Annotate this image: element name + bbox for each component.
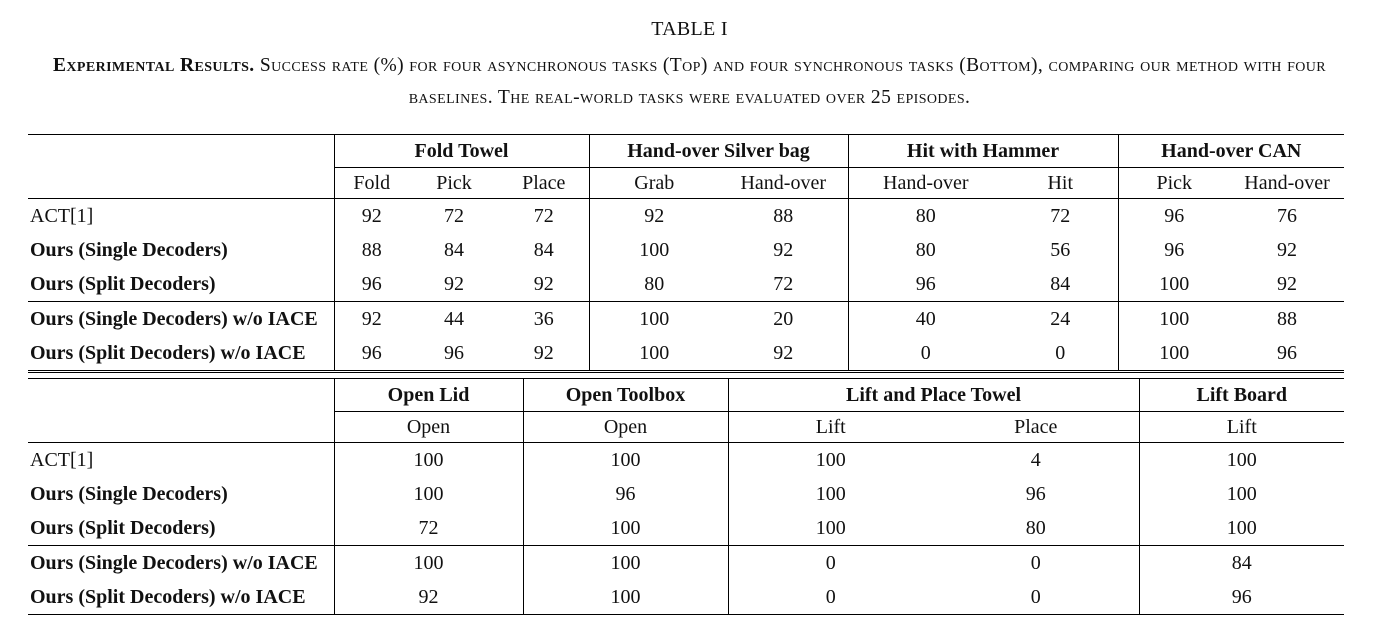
- cell: 72: [1050, 204, 1071, 227]
- cell: 84: [533, 238, 554, 261]
- row-label: ACT[1]: [30, 204, 94, 227]
- row-label: Ours (Single Decoders) w/o IACE: [28, 302, 334, 337]
- row-label: Ours (Split Decoders) w/o IACE: [30, 341, 306, 364]
- cell: 76: [1277, 204, 1298, 227]
- table-row: [28, 199, 1344, 234]
- cell: 88: [773, 204, 794, 227]
- row-label: Ours (Split Decoders) w/o IACE: [30, 585, 306, 608]
- caption-lead: Experimental Results.: [52, 55, 255, 76]
- cell: 84: [444, 238, 464, 261]
- cell: 96: [523, 477, 728, 511]
- cell: 80: [848, 199, 1003, 234]
- sub-header: Hit: [1003, 168, 1118, 199]
- row-header-blank: [28, 379, 334, 412]
- cell: 100: [1118, 302, 1230, 337]
- cell: 92: [334, 580, 523, 615]
- table-row: [28, 267, 1344, 302]
- asynchronous-tasks-table: [28, 134, 1344, 373]
- cell: 100: [589, 302, 719, 337]
- cell: 80: [589, 267, 719, 302]
- cell: 96: [444, 341, 464, 364]
- sub-header: Pick: [1118, 168, 1230, 199]
- row-label: ACT[1]: [30, 448, 94, 471]
- cell: 100: [589, 336, 719, 372]
- sub-header: Hand-over: [848, 168, 1003, 199]
- cell: 4: [1030, 448, 1041, 471]
- table-caption: [20, 50, 1359, 114]
- cell: 80: [848, 233, 1003, 267]
- table-row: [28, 477, 1344, 511]
- group-header: Lift Board: [1139, 379, 1344, 412]
- cell: 88: [334, 233, 409, 267]
- row-header-blank: [28, 168, 334, 199]
- cell: 80: [1025, 516, 1046, 539]
- cell: 92: [773, 341, 794, 364]
- sub-header: Open: [334, 412, 523, 443]
- cell: 100: [1139, 443, 1344, 478]
- cell: 88: [1230, 302, 1344, 337]
- cell: 0: [728, 546, 933, 581]
- group-header: Open Toolbox: [523, 379, 728, 412]
- cell: 100: [523, 511, 728, 546]
- cell: 96: [1139, 580, 1344, 615]
- cell: 100: [1139, 511, 1344, 546]
- cell: 100: [728, 511, 933, 546]
- sub-header: Grab: [589, 168, 719, 199]
- cell: 0: [933, 546, 1139, 581]
- cell: 96: [334, 336, 409, 372]
- cell: 96: [1025, 482, 1046, 505]
- cell: 92: [589, 199, 719, 234]
- row-header-blank: [28, 412, 334, 443]
- sub-header: Open: [523, 412, 728, 443]
- cell: 44: [409, 302, 499, 337]
- cell: 96: [1118, 199, 1230, 234]
- row-label: Ours (Split Decoders): [30, 272, 216, 295]
- table-row: [28, 233, 1344, 267]
- group-header: Hand-over Silver bag: [589, 135, 848, 168]
- synchronous-tasks-table: [28, 378, 1344, 615]
- row-label: Ours (Single Decoders) w/o IACE: [28, 546, 334, 581]
- cell: 72: [444, 204, 464, 227]
- cell: 92: [533, 341, 554, 364]
- cell: 100: [334, 546, 523, 581]
- cell: 40: [848, 302, 1003, 337]
- cell: 100: [334, 443, 523, 478]
- sub-header: Fold: [334, 168, 409, 199]
- cell: 72: [533, 204, 554, 227]
- cell: 96: [1277, 341, 1298, 364]
- cell: 96: [1118, 233, 1230, 267]
- row-header-blank: [28, 135, 334, 168]
- cell: 92: [444, 272, 464, 295]
- cell: 0: [728, 580, 933, 615]
- sub-header: Lift: [1139, 412, 1344, 443]
- caption-text: Success rate (%) for four asynchronous tasks (Top) and four synchronous tasks (Bottom), comparing our method with four baselines. The real-world tasks were evaluated over 25 episodes.: [254, 55, 1327, 108]
- row-label: Ours (Single Decoders): [30, 482, 228, 505]
- cell: 0: [1030, 585, 1041, 608]
- cell: 84: [1050, 272, 1071, 295]
- table-row: [28, 336, 1344, 372]
- cell: 100: [1118, 336, 1230, 372]
- sub-header: Hand-over: [719, 168, 848, 199]
- cell: 100: [728, 443, 933, 478]
- sub-header: Hand-over: [1230, 168, 1344, 199]
- cell: 100: [523, 546, 728, 581]
- cell: 100: [728, 477, 933, 511]
- cell: 0: [848, 336, 1003, 372]
- cell: 100: [523, 443, 728, 478]
- sub-header: Place: [933, 412, 1139, 443]
- cell: 92: [334, 199, 409, 234]
- cell: 36: [499, 302, 589, 337]
- cell: 92: [533, 272, 554, 295]
- group-header: Open Lid: [334, 379, 523, 412]
- cell: 72: [773, 272, 794, 295]
- sub-header: Pick: [409, 168, 499, 199]
- cell: 92: [334, 302, 409, 337]
- cell: 100: [1118, 267, 1230, 302]
- cell: 72: [334, 511, 523, 546]
- table-row: [28, 443, 1344, 478]
- cell: 96: [334, 267, 409, 302]
- sub-header: Place: [499, 168, 589, 199]
- group-header: Hand-over CAN: [1118, 135, 1344, 168]
- cell: 92: [1277, 238, 1298, 261]
- table-row: [28, 546, 1344, 581]
- group-header: Hit with Hammer: [848, 135, 1118, 168]
- cell: 100: [523, 580, 728, 615]
- cell: 96: [848, 267, 1003, 302]
- group-header: Fold Towel: [334, 135, 589, 168]
- cell: 100: [334, 477, 523, 511]
- cell: 0: [1055, 341, 1066, 364]
- sub-header: Lift: [728, 412, 933, 443]
- cell: 20: [719, 302, 848, 337]
- table-row: [28, 302, 1344, 337]
- cell: 56: [1050, 238, 1071, 261]
- table-row: [28, 511, 1344, 546]
- cell: 24: [1003, 302, 1118, 337]
- table-row: [28, 580, 1344, 615]
- cell: 100: [589, 233, 719, 267]
- cell: 92: [773, 238, 794, 261]
- group-header: Lift and Place Towel: [728, 379, 1139, 412]
- cell: 100: [1139, 477, 1344, 511]
- row-label: Ours (Single Decoders): [30, 238, 228, 261]
- cell: 84: [1139, 546, 1344, 581]
- cell: 92: [1277, 272, 1298, 295]
- table-title: TABLE I: [651, 18, 728, 40]
- row-label: Ours (Split Decoders): [30, 516, 216, 539]
